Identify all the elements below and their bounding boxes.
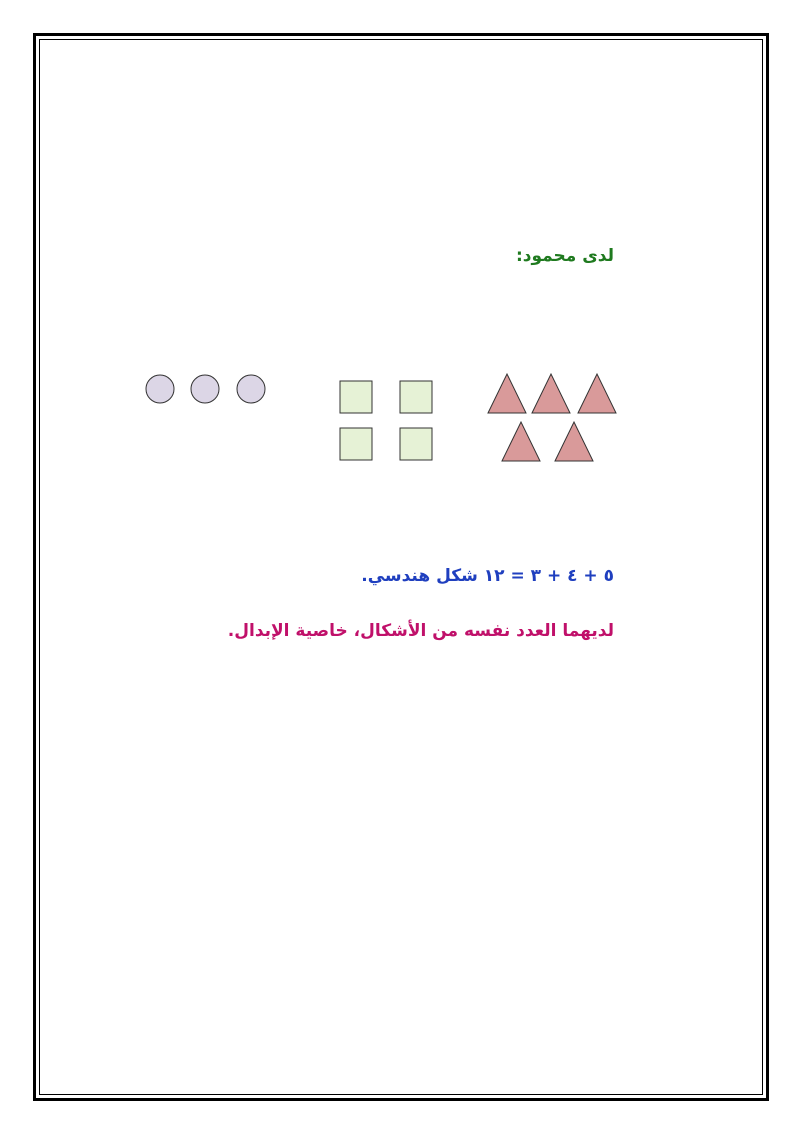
triangle-shape bbox=[532, 374, 570, 413]
square-shape bbox=[340, 428, 372, 460]
conclusion-text: لديهما العدد نفسه من الأشكال، خاصية الإبدال. bbox=[227, 621, 614, 641]
square-shape bbox=[400, 428, 432, 460]
circle-shape bbox=[237, 375, 265, 403]
triangle-shape bbox=[502, 422, 540, 461]
equation-text: ٥ + ٤ + ٣ = ١٢ شكل هندسي. bbox=[361, 566, 614, 586]
squares-group bbox=[340, 381, 432, 460]
triangle-shape bbox=[578, 374, 616, 413]
square-shape bbox=[400, 381, 432, 413]
triangle-shape bbox=[488, 374, 526, 413]
square-shape bbox=[340, 381, 372, 413]
circle-shape bbox=[191, 375, 219, 403]
circle-shape bbox=[146, 375, 174, 403]
heading-text: لدى محمود: bbox=[515, 246, 614, 266]
triangle-shape bbox=[555, 422, 593, 461]
triangles-group bbox=[488, 374, 616, 461]
circles-group bbox=[146, 375, 265, 403]
